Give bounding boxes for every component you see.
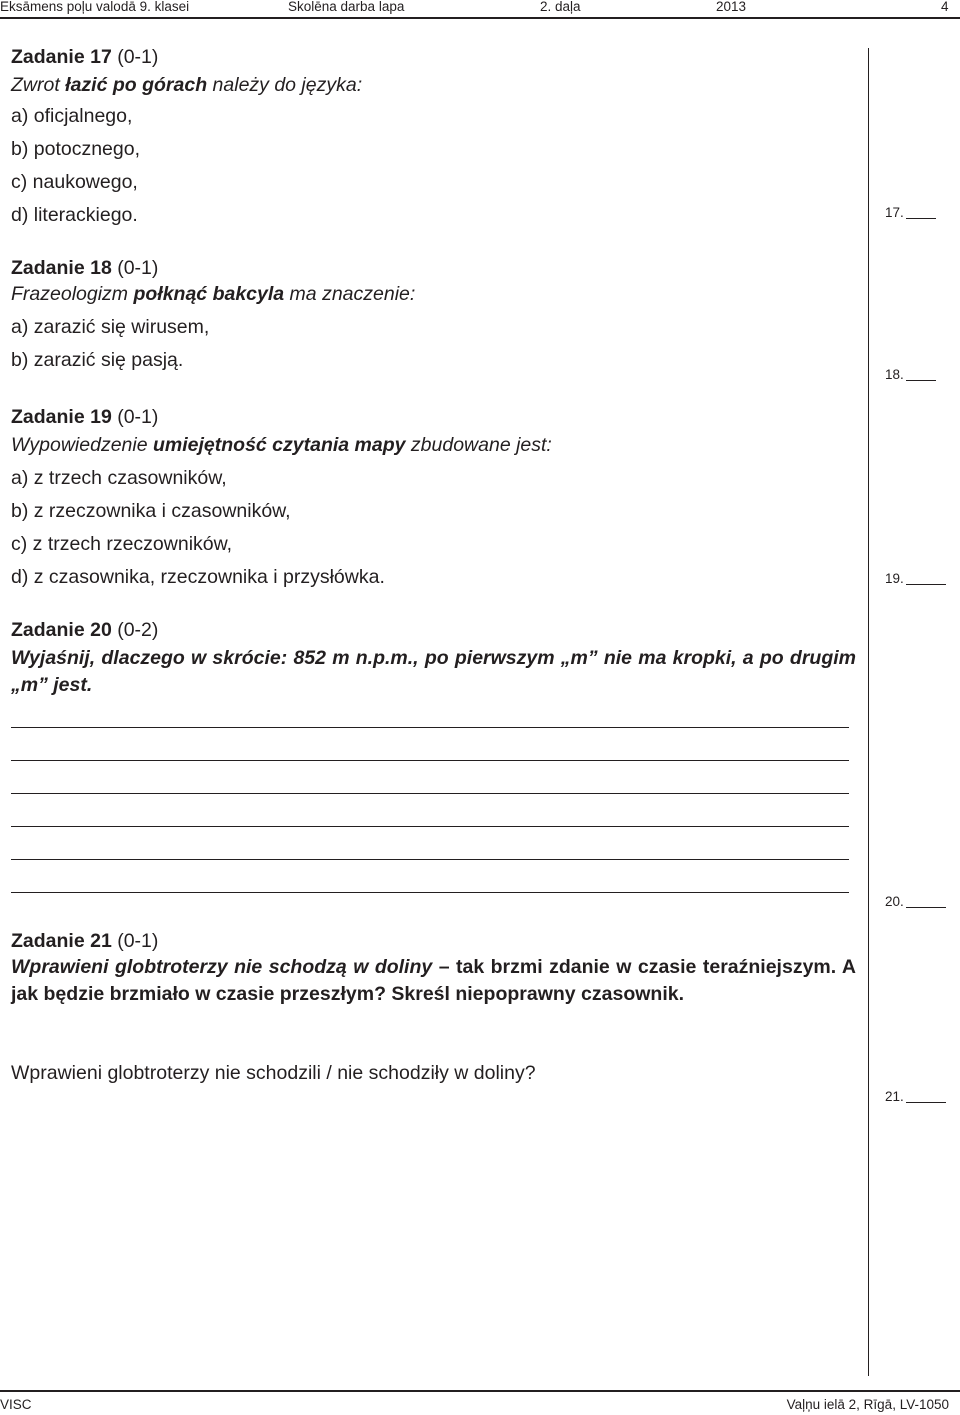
task-19-question: Wypowiedzenie umiejętność czytania mapy zbudowane jest: — [11, 434, 552, 456]
task-18-heading: Zadanie 18 (0-1) — [11, 257, 159, 279]
task-20-question: Wyjaśnij, dlaczego w skrócie: 852 m n.p.m., po pierwszym „m” nie ma kropki, a po drugim „m” jest. — [11, 647, 856, 696]
header-rule — [0, 17, 960, 19]
score-20: 20. — [885, 895, 946, 909]
header-part: 2. daļa — [540, 0, 581, 14]
answer-line-5[interactable] — [11, 859, 849, 860]
task-17-option-a: a) oficjalnego, — [11, 105, 133, 127]
score-19: 19. — [885, 572, 946, 586]
task-18-option-b: b) zarazić się pasją. — [11, 349, 184, 371]
task-18-question: Frazeologizm połknąć bakcyla ma znaczenie: — [11, 283, 416, 305]
header-page-number: 4 — [941, 0, 949, 14]
task-19-option-b: b) z rzeczownika i czasowników, — [11, 500, 291, 522]
answer-line-6[interactable] — [11, 892, 849, 893]
task-17-option-d: d) literackiego. — [11, 204, 138, 226]
answer-line-4[interactable] — [11, 826, 849, 827]
task-21-question: Wprawieni globtroterzy nie schodzą w doliny – tak brzmi zdanie w czasie teraźniejszym. A jak będzie brzmiało w czasie przeszłym? Skreśl niepoprawny czasownik. — [11, 956, 856, 1005]
task-17-option-c: c) naukowego, — [11, 171, 138, 193]
task-17-heading: Zadanie 17 (0-1) — [11, 46, 159, 68]
footer-rule — [0, 1390, 960, 1392]
answer-line-1[interactable] — [11, 727, 849, 728]
header-year: 2013 — [716, 0, 747, 14]
task-19-option-a: a) z trzech czasowników, — [11, 467, 227, 489]
score-17: 17. — [885, 206, 936, 220]
task-19-option-d: d) z czasownika, rzeczownika i przysłówka. — [11, 566, 385, 588]
task-19-heading: Zadanie 19 (0-1) — [11, 406, 159, 428]
score-18: 18. — [885, 368, 936, 382]
task-20-heading: Zadanie 20 (0-2) — [11, 619, 159, 641]
task-21-heading: Zadanie 21 (0-1) — [11, 930, 159, 952]
task-18-option-a: a) zarazić się wirusem, — [11, 316, 210, 338]
header-exam-title: Eksāmens poļu valodā 9. klasei — [0, 0, 190, 14]
score-21: 21. — [885, 1090, 946, 1104]
answer-line-3[interactable] — [11, 793, 849, 794]
footer-address: Vaļņu ielā 2, Rīgā, LV-1050 — [786, 1397, 949, 1412]
footer-org: VISC — [0, 1397, 32, 1412]
answer-line-2[interactable] — [11, 760, 849, 761]
task-17-question: Zwrot łazić po górach należy do języka: — [11, 74, 363, 96]
margin-rule — [868, 48, 869, 1376]
header-worksheet: Skolēna darba lapa — [288, 0, 405, 14]
task-21-sentence[interactable]: Wprawieni globtroterzy nie schodzili / nie schodziły w doliny? — [11, 1062, 536, 1084]
task-17-option-b: b) potocznego, — [11, 138, 141, 160]
task-19-option-c: c) z trzech rzeczowników, — [11, 533, 233, 555]
